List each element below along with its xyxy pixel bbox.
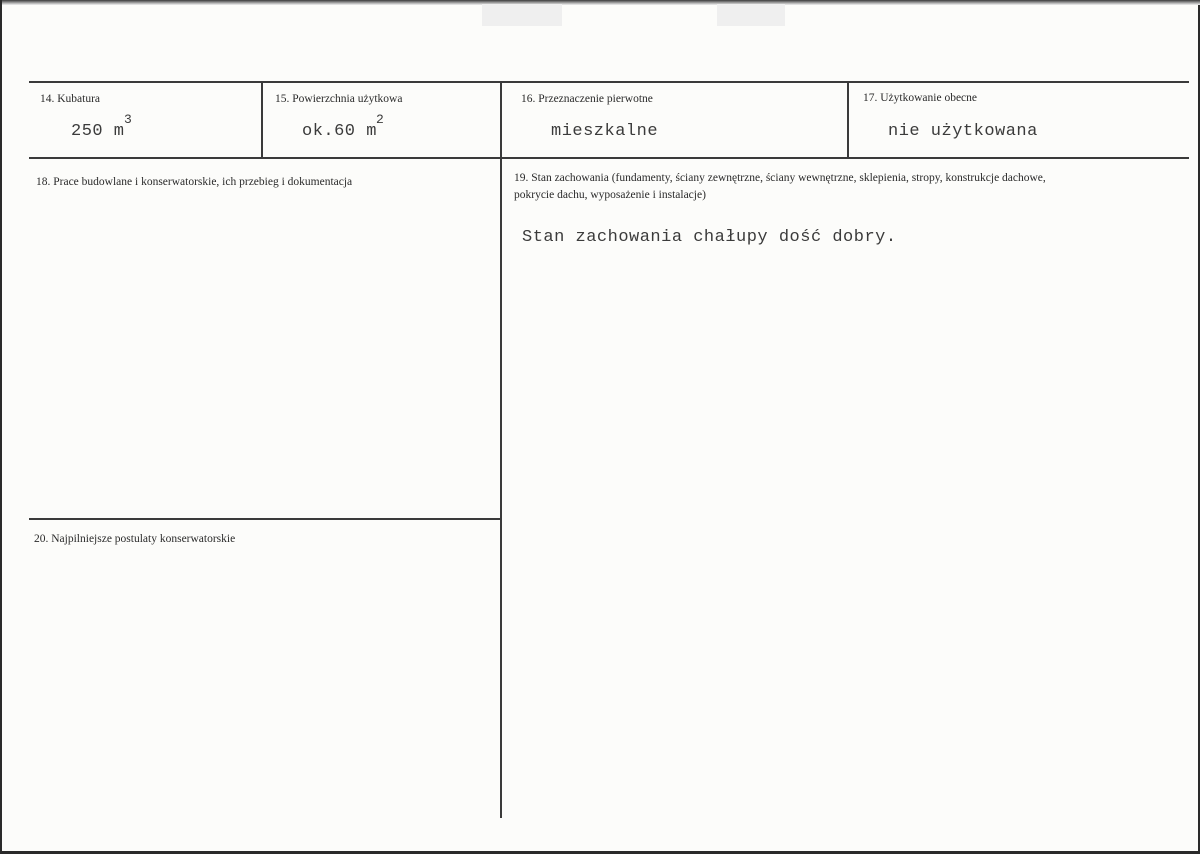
scan-edge [2,0,1200,5]
field-19-value: Stan zachowania chałupy dość dobry. [522,228,897,247]
row-divider-rule [29,157,1189,159]
field-19-label: 19. Stan zachowania (fundamenty, ściany zewnętrzne, ściany wewnętrzne, sklepienia, stropy, konstrukcje dachowe, pokrycie dachu, wyposażenie i instalacje) [514,172,1046,201]
column-rule [261,82,263,158]
field-20-label: 20. Najpilniejsze postulaty konserwatorskie [34,533,236,545]
column-rule [847,82,849,158]
main-column-rule [500,82,502,818]
field-16-label: 16. Przeznaczenie pierwotne [521,93,653,105]
field-14-label: 14. Kubatura [40,93,101,105]
row-top-rule [29,81,1189,83]
field-18-label: 18. Prace budowlane i konserwatorskie, ich przebieg i dokumentacja [36,176,353,188]
field-15-value: ok.60 m [302,122,377,141]
field-15-label: 15. Powierzchnia użytkowa [275,93,403,105]
scan-mark [482,4,562,26]
scan-mark [717,4,785,26]
field-16-value: mieszkalne [551,122,659,141]
field-14-unit-exponent: 3 [124,112,132,127]
field-17-value: nie użytkowana [888,122,1038,141]
section-divider-rule [29,518,500,520]
field-17-label: 17. Użytkowanie obecne [863,92,978,104]
field-15-unit-exponent: 2 [376,112,384,127]
field-14-value: 250 m [71,122,125,141]
